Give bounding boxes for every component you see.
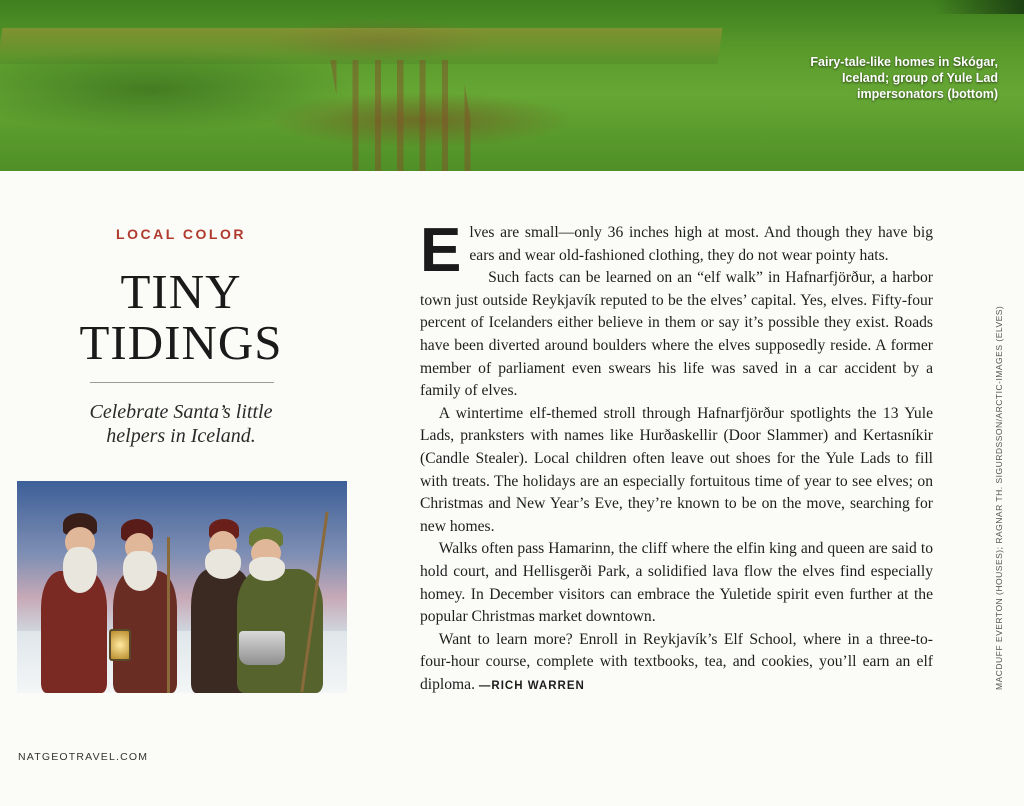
headline-line-1: TINY — [120, 264, 242, 319]
divider — [90, 382, 274, 383]
stone-path — [330, 60, 480, 171]
paragraph-text: lves are small—only 36 inches high at most. And though they have big ears and wear old-fashioned clothing, they do not wear pointy hats. — [469, 224, 933, 264]
article-body — [420, 216, 933, 697]
footer-url: NATGEOTRAVEL.COM — [18, 751, 149, 763]
yule-lad-figure — [109, 519, 185, 693]
paragraph-text: Want to learn more? Enroll in Reykjavík’s Elf School, where in a three-to-four-hour course, complete with textbooks, tea, and cookies, you’ll earn an elf diploma. — [420, 630, 933, 693]
cooking-pot — [239, 631, 285, 665]
article-paragraph: A wintertime elf-themed stroll through Hafnarfjörður spotlights the 13 Yule Lads, pranksters with names like Hurðaskellir (Door Slammer) and Kertasníkir (Candle Stealer). Local children often leave out shoes for the Yule Lads to fill with treats. The holidays are an especially fortuitous time of year to see elves; on Christmas and New Year’s Eve, they’re known to be on the move, searching for new homes. — [420, 404, 933, 535]
hero-shadow — [934, 0, 1024, 14]
drop-cap: E — [420, 216, 462, 285]
yule-lad-figure — [229, 527, 333, 693]
lantern — [109, 629, 131, 661]
article-paragraph: Such facts can be learned on an “elf walk” in Hafnarfjörður, a harbor town just outside Reykjavík reputed to be the elves’ capital. Yes, elves. Fifty-four percent of Icelanders either believe in them or say it’s possible they exist. Roads have been diverted around boulders where the elves supposedly reside. A former member of parliament even swears his life was saved in a car accident by a family of elves. — [420, 269, 933, 400]
hero-caption: Fairy-tale-like homes in Skógar, Iceland; group of Yule Lad impersonators (bottom) — [810, 55, 998, 101]
headline-line-2: TIDINGS — [79, 315, 283, 370]
yule-lad-figure — [35, 513, 115, 693]
hero-photo-skogar-homes — [0, 0, 1024, 171]
section-label: LOCAL COLOR — [116, 226, 246, 242]
article-paragraph — [420, 629, 933, 698]
headline — [50, 266, 312, 368]
article-paragraph — [420, 216, 933, 285]
byline: —RICH WARREN — [478, 679, 585, 692]
walking-staff — [167, 537, 170, 693]
article-paragraph: Walks often pass Hamarinn, the cliff where the elfin king and queen are said to hold court, and Hellisgerði Park, a solidified lava flow the elves find especially homey. In December visitors can embrace the Yuletide spirit even further at the popular Christmas market downtown. — [420, 540, 933, 626]
photo-credit: MACDUFF EVERTON (HOUSES); RAGNAR TH. SIGURDSSON/ARCTIC-IMAGES (ELVES) — [994, 305, 1004, 690]
turf-ridge — [0, 28, 723, 64]
yule-lads-photo — [17, 481, 347, 693]
deck: Celebrate Santa’s little helpers in Iceland. — [89, 401, 273, 447]
